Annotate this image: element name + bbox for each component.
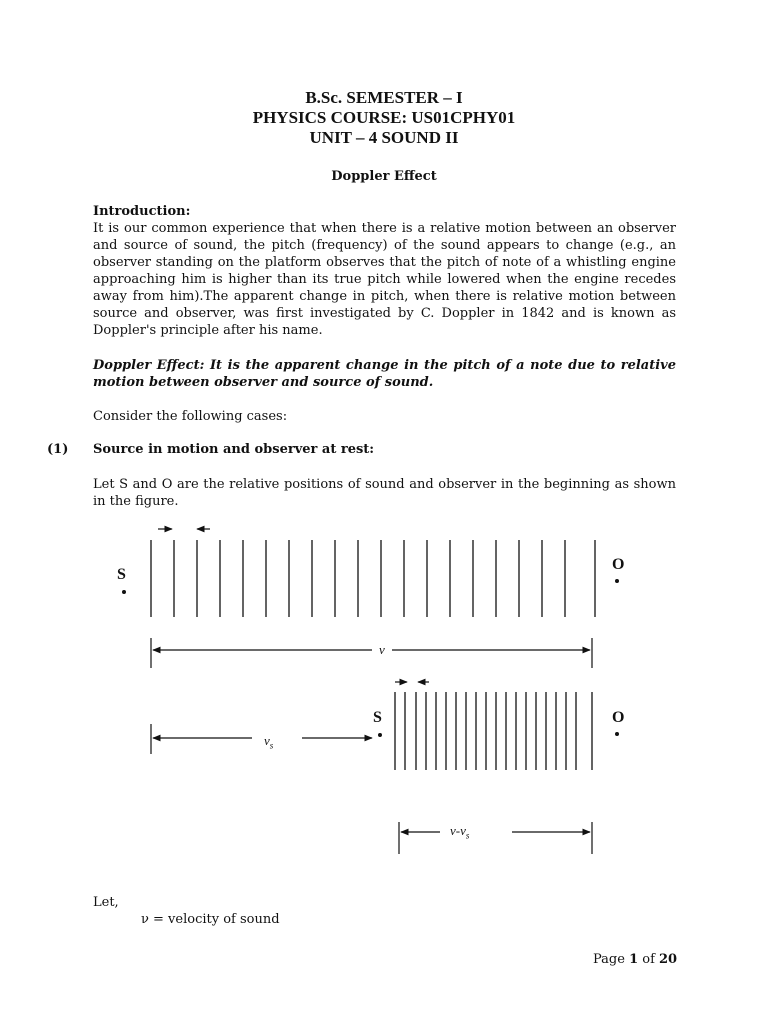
- observer-point-top: [615, 579, 619, 583]
- distance-vs-arrow: [151, 724, 372, 754]
- doppler-definition: Doppler Effect: It is the apparent change in the pitch of a note due to relative motion between observer and source of sound.: [93, 358, 676, 390]
- case-number: (1): [47, 442, 69, 457]
- observer-label-bottom: O: [612, 709, 625, 726]
- consider-text: Consider the following cases:: [93, 409, 288, 424]
- page-footer: Page 1 of 20: [593, 952, 678, 967]
- header-course: PHYSICS COURSE: US01CPHY01: [252, 108, 516, 127]
- observer-point-bottom: [615, 732, 619, 736]
- velocity-definition: ν = velocity of sound: [141, 912, 280, 927]
- source-point-bottom: [378, 733, 382, 737]
- observer-label-top: O: [612, 556, 625, 573]
- wavefronts-top: [151, 540, 595, 617]
- velocity-vs-label: $v_s$: [264, 733, 274, 751]
- topic-title: Doppler Effect: [331, 169, 437, 184]
- source-label-bottom: S: [373, 709, 382, 726]
- distance-v-minus-vs-arrow: [399, 822, 592, 854]
- source-point-top: [122, 590, 126, 594]
- distance-v-arrow: [151, 638, 592, 668]
- let-text: Let,: [93, 895, 119, 910]
- introduction-text: It is our common experience that when there is a relative motion between an observer and source of sound, the pitch (frequency) of the sound appears to change (e.g., an observer standing on the platform observes that the pitch of note of a whistling engine approaching him is higher than its true pitch while lowered when the engine recedes away from him).The apparent change in pitch, when there is relative motion between source and observer, was first investigated by C. Doppler in 1842 and is known as Doppler's principle after his name.: [93, 221, 676, 338]
- velocity-v-minus-vs-label: $v-v_s$: [450, 823, 470, 841]
- wavefronts-bottom: [395, 692, 592, 770]
- header-semester: B.Sc. SEMESTER – I: [305, 88, 463, 107]
- introduction-heading: Introduction:: [93, 204, 191, 219]
- header-unit: UNIT – 4 SOUND II: [309, 128, 459, 147]
- case-title: Source in motion and observer at rest:: [93, 442, 375, 457]
- velocity-v-label: v: [379, 642, 385, 657]
- case-description: Let S and O are the relative positions of sound and observer in the beginning as shown in the figure.: [93, 477, 676, 509]
- source-label-top: S: [117, 566, 126, 583]
